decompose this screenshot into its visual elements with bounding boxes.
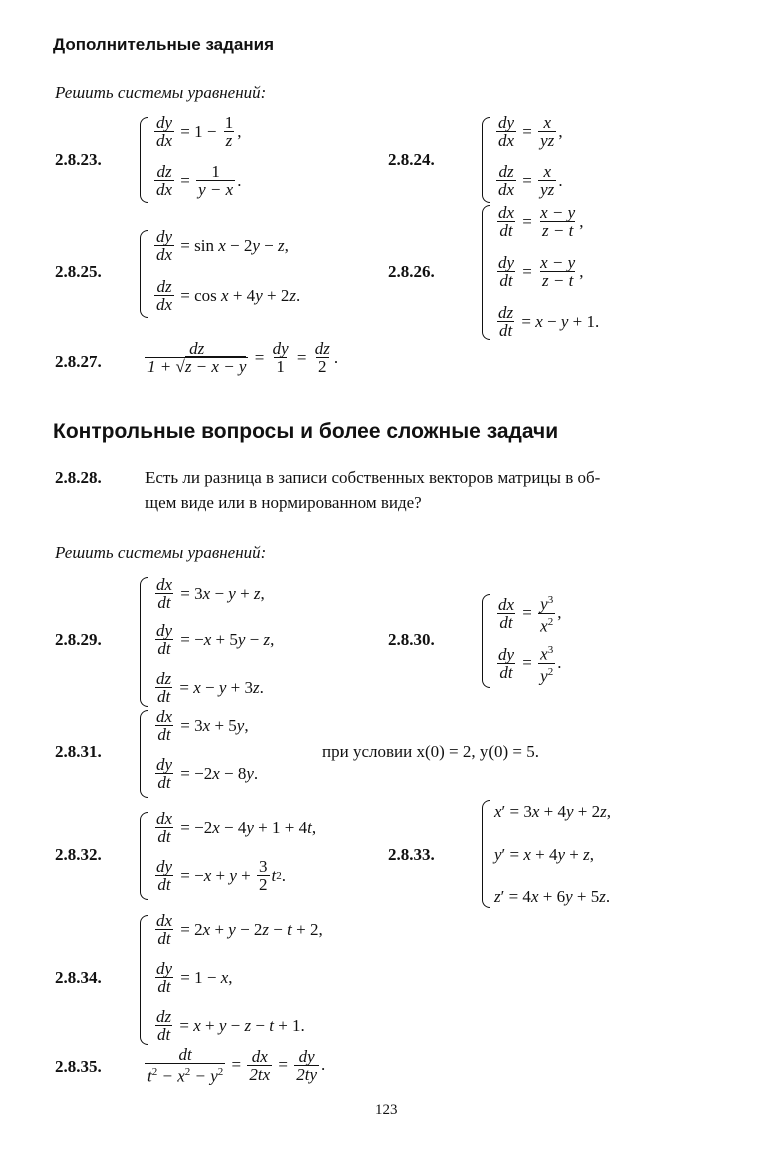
problem-number: 2.8.30. [388,630,435,649]
initial-condition: при условии x(0) = 2, y(0) = 5. [322,742,540,761]
equation: x ′ = 3 x + 4 y + 2 z , [494,802,612,821]
equation: $\frac{dx}{dt}$ = 3 x + 5 y , [156,707,249,744]
equation: $\frac{dz}{dx}$ = cos x + 4 y + 2 z . [156,277,301,314]
equation: $\frac{dz}{dx}$ = $\frac{1}{y - x}$ . [156,162,242,199]
page-number: 123 [375,1102,398,1118]
equation: y ′ = x + 4 y + z , [494,845,595,864]
equation: $\frac{dy}{dt}$ = $\frac{x^3}{y^2}$ . [498,644,562,686]
problem-number: 2.8.23. [55,150,102,169]
equation: $\frac{dx}{dt}$ = $\frac{y^3}{x^2}$ , [498,594,562,636]
equation: $\frac{dz}{1 + √z - x - y}$ = $\frac{dy}{1}$ = $\frac{dz}{2}$ . [147,339,339,376]
equation: $\frac{dy}{dx}$ = $\frac{x}{yz}$ , [498,113,563,150]
system-brace [140,710,148,798]
problem-number: 2.8.32. [55,845,102,864]
equation: $\frac{dy}{dt}$ = −2 x − 8 y . [156,755,259,792]
section-heading: Контрольные вопросы и более сложные задачи [53,420,559,443]
system-brace [140,230,148,318]
equation: $\frac{dx}{dt}$ = 3 x − y + z , [156,575,265,612]
equation: $\frac{dt}{t^2 - x^2 - y^2}$ = $\frac{dx}{2tx}$ = $\frac{dy}{2ty}$ . [147,1045,326,1086]
system-brace [140,577,148,707]
system-brace [140,812,148,900]
problem-number: 2.8.35. [55,1057,102,1076]
equation: $\frac{dz}{dt}$ = x + y − z − t + 1. [156,1007,305,1044]
equation: $\frac{dz}{dt}$ = x − y + 1. [498,303,600,340]
question-text: щем виде или в нормированном виде? [145,493,422,512]
equation: $\frac{dy}{dt}$ = $\frac{x - y}{z - t}$ , [498,253,584,290]
system-brace [482,205,490,340]
problem-number: 2.8.34. [55,968,102,987]
instruction-text: Решить системы уравнений: [55,83,267,102]
system-brace [140,117,148,203]
equation: $\frac{dz}{dx}$ = $\frac{x}{yz}$ . [498,162,563,199]
equation: $\frac{dy}{dx}$ = sin x − 2 y − z , [156,227,289,264]
equation: $\frac{dy}{dt}$ = − x + y + $\frac{3}{2}$ t 2 . [156,857,286,894]
question-text: Есть ли разница в записи собственных векторов матрицы в об- [145,468,601,487]
problem-number: 2.8.24. [388,150,435,169]
equation: z ′ = 4 x + 6 y + 5 z . [494,887,611,906]
equation: $\frac{dz}{dt}$ = x − y + 3 z . [156,669,264,706]
problem-number: 2.8.31. [55,742,102,761]
equation: $\frac{dy}{dt}$ = − x + 5 y − z , [156,621,275,658]
equation: $\frac{dx}{dt}$ = 2 x + y − 2 z − t + 2, [156,911,323,948]
equation: $\frac{dy}{dt}$ = 1 − x , [156,959,233,996]
problem-number: 2.8.28. [55,468,102,487]
equation: $\frac{dy}{dx}$ = 1 − $\frac{1}{z}$ , [156,113,242,150]
problem-number: 2.8.33. [388,845,435,864]
system-brace [482,117,490,203]
problem-number: 2.8.27. [55,352,102,371]
system-brace [482,800,490,908]
system-brace [140,915,148,1045]
equation: $\frac{dx}{dt}$ = $\frac{x - y}{z - t}$ , [498,203,584,240]
problem-number: 2.8.26. [388,262,435,281]
problem-number: 2.8.25. [55,262,102,281]
problem-number: 2.8.29. [55,630,102,649]
instruction-text: Решить системы уравнений: [55,543,267,562]
section-heading: Дополнительные задания [53,35,275,54]
equation: $\frac{dx}{dt}$ = −2 x − 4 y + 1 + 4 t , [156,809,317,846]
system-brace [482,594,490,688]
